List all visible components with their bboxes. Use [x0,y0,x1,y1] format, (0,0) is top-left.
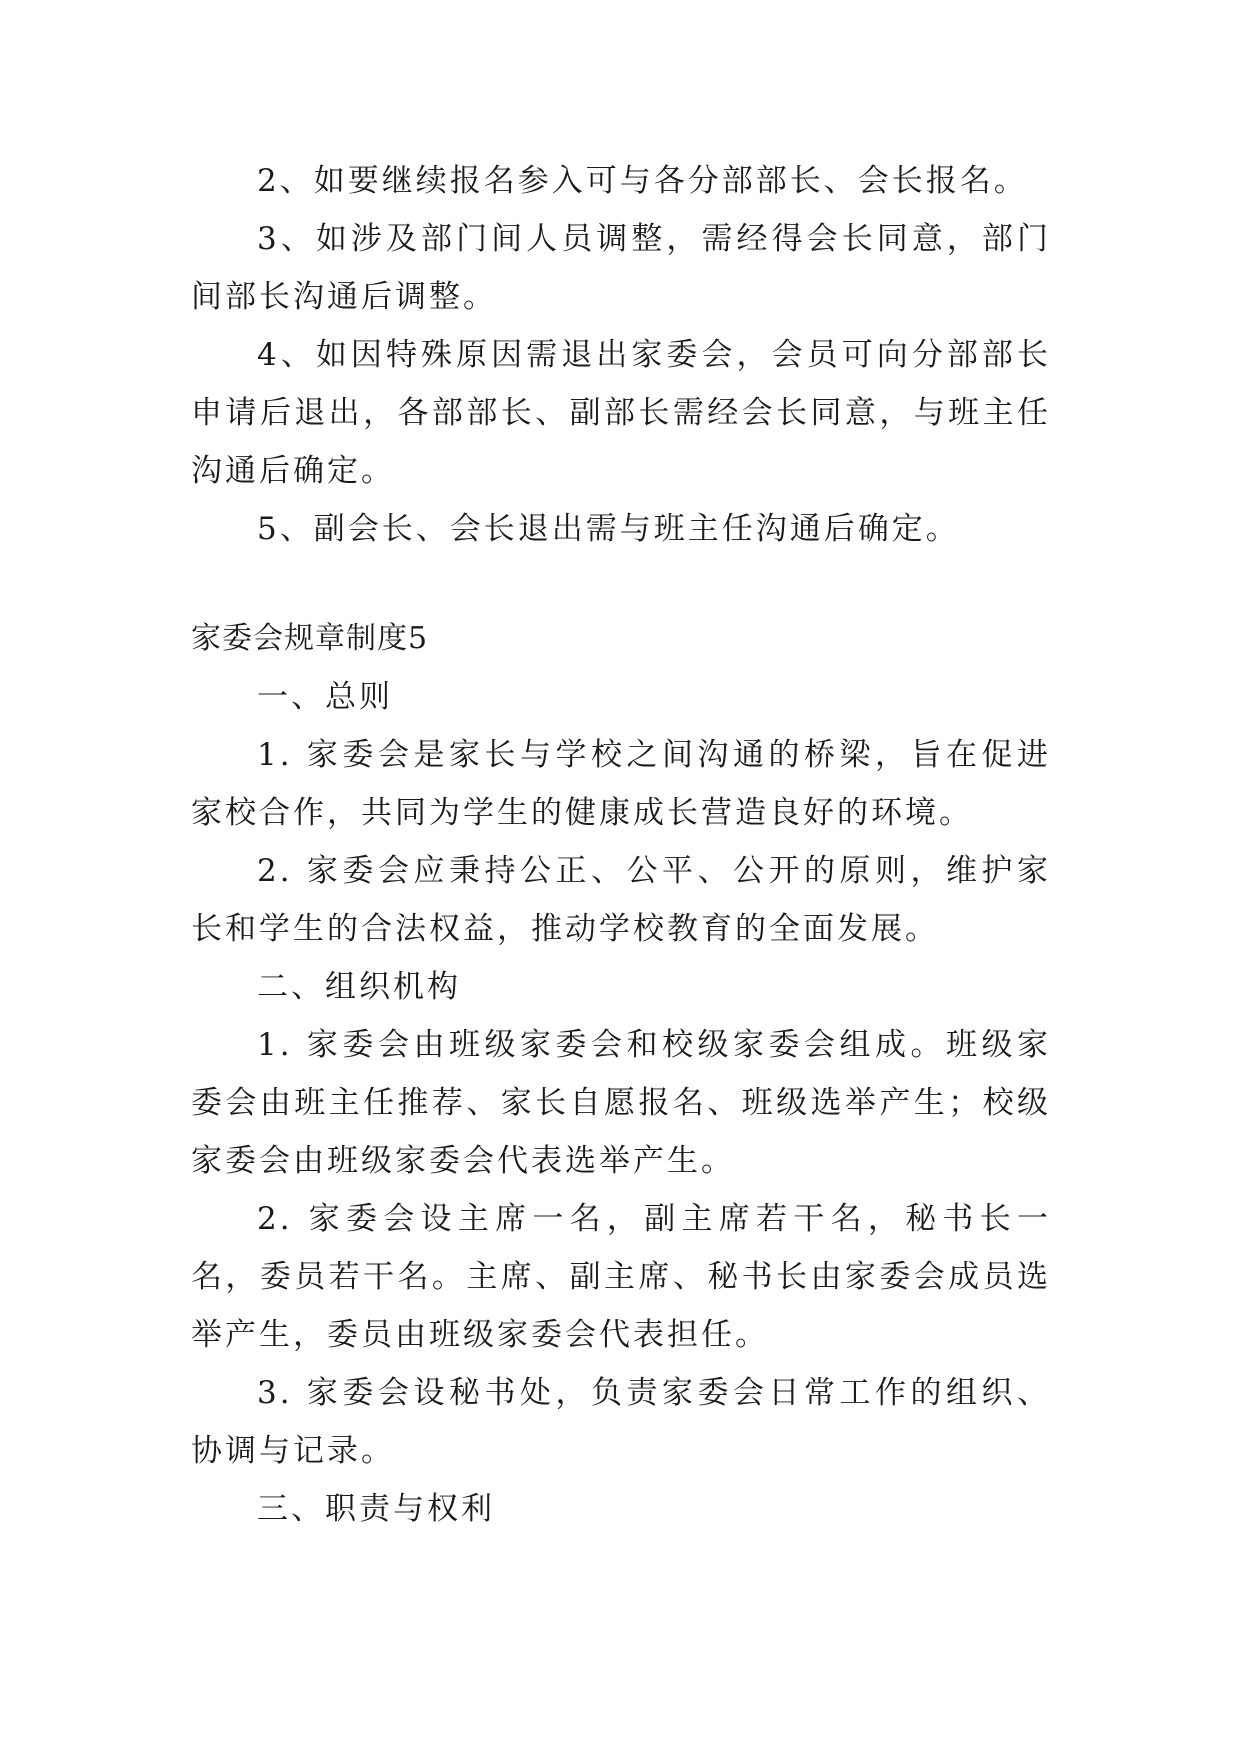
paragraph-item-3: 3、如涉及部门间人员调整，需经得会长同意，部门间部长沟通后调整。 [191,221,1051,315]
section-title: 家委会规章制度5 [191,621,429,656]
paragraph-item-2: 2、如要继续报名参入可与各分部部长、会长报名。 [257,163,1028,199]
paragraph-general-1: 1. 家委会是家长与学校之间沟通的桥梁，旨在促进家校合作，共同为学生的健康成长营造良好的环境。 [191,737,1051,831]
paragraph-organization-1: 1. 家委会由班级家委会和校级家委会组成。班级家委会由班主任推荐、家长自愿报名、班级选举产生；校级家委会由班级家委会代表选举产生。 [191,1027,1051,1179]
paragraph-item-4: 4、如因特殊原因需退出家委会，会员可向分部部长申请后退出，各部部长、副部长需经会长同意，与班主任沟通后确定。 [191,337,1051,489]
document-page [191,152,1051,1538]
paragraph-item-5: 5、副会长、会长退出需与班主任沟通后确定。 [257,511,960,547]
paragraph-general-2: 2. 家委会应秉持公正、公平、公开的原则，维护家长和学生的合法权益，推动学校教育的全面发展。 [191,853,1051,947]
paragraph-organization-3: 3. 家委会设秘书处，负责家委会日常工作的组织、协调与记录。 [191,1375,1051,1469]
subheading-general: 一、总则 [257,679,393,715]
subheading-duties-rights: 三、职责与权利 [257,1491,495,1527]
subheading-organization: 二、组织机构 [257,969,461,1005]
paragraph-organization-2: 2. 家委会设主席一名，副主席若干名，秘书长一名，委员若干名。主席、副主席、秘书长由家委会成员选举产生，委员由班级家委会代表担任。 [191,1201,1051,1353]
